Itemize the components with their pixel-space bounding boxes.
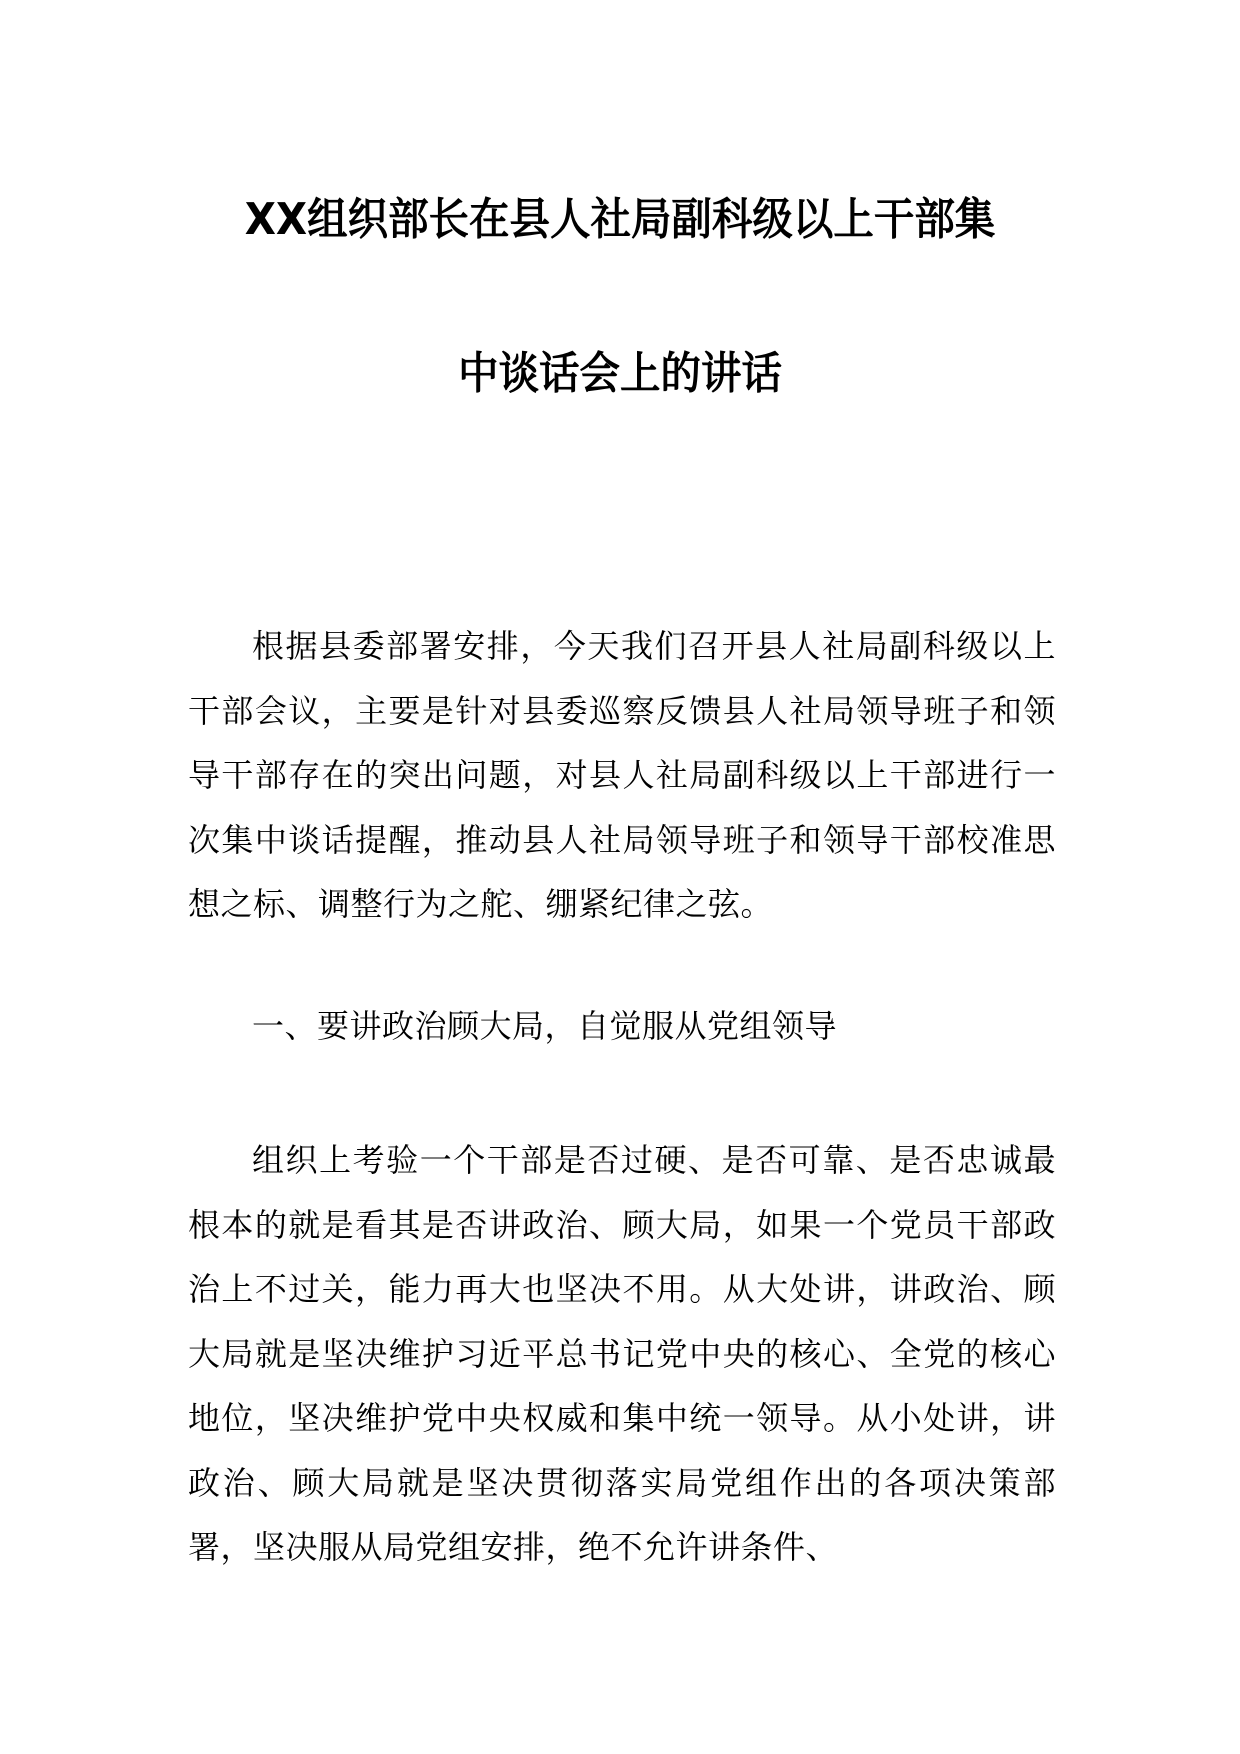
document-title [150,190,1090,404]
section-1-paragraph: 组织上考验一个干部是否过硬、是否可靠、是否忠诚最根本的就是看其是否讲政治、顾大局，如果一个党员干部政治上不过关，能力再大也坚决不用。从大处讲，讲政治、顾大局就是坚决维护习近平总书记党中央的核心、全党的核心地位，坚决维护党中央权威和集中统一领导。从小处讲，讲政治、顾大局就是坚决贯彻落实局党组作出的各项决策部署，坚决服从局党组安排，绝不允许讲条件、 [188,1141,1056,1566]
title-line-1: XX组织部长在县人社局副科级以上干部集 [244,194,996,245]
title-line-2: 中谈话会上的讲话 [458,348,782,399]
intro-paragraph: 根据县委部署安排，今天我们召开县人社局副科级以上干部会议，主要是针对县委巡察反馈县人社局领导班子和领导干部存在的突出问题，对县人社局副科级以上干部进行一次集中谈话提醒，推动县人社局领导班子和领导干部校准思想之标、调整行为之舵、绷紧纪律之弦。 [188,627,1056,923]
section-heading-1: 一、要讲政治顾大局，自觉服从党组领导 [252,1007,838,1045]
